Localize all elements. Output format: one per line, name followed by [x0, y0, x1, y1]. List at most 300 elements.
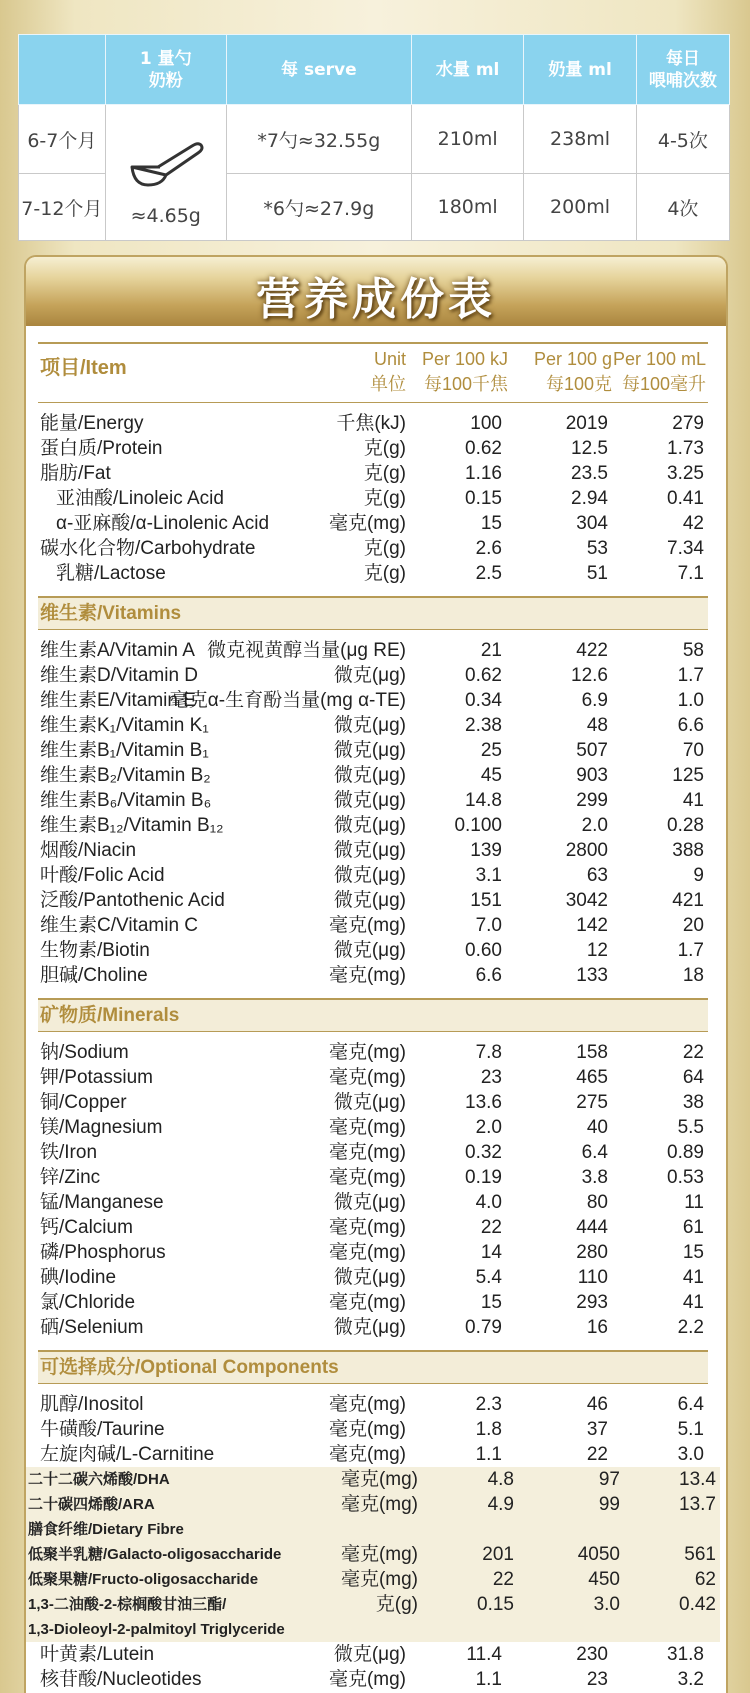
nutrient-row	[38, 1315, 708, 1340]
nutrient-name: 亚油酸/Linoleic Acid	[56, 488, 224, 509]
value-per-100g: 2019	[565, 413, 608, 434]
feeding-header-row	[19, 35, 730, 105]
nutrient-row	[38, 863, 708, 888]
value-per-100kj: 0.62	[465, 665, 502, 686]
nutrient-row	[38, 1392, 708, 1417]
value-per-100kj: 22	[480, 1217, 502, 1238]
nutrient-name: 能量/Energy	[40, 413, 144, 434]
value-per-100ml: 9	[693, 865, 704, 886]
scoop-cell	[105, 105, 226, 241]
nutrient-name: 核苷酸/Nucleotides	[40, 1669, 202, 1690]
value-per-100kj: 6.6	[475, 965, 502, 986]
header-water: 水量 ml	[411, 35, 523, 105]
value-per-100g: 16	[586, 1317, 608, 1338]
nutrient-name: 氯/Chloride	[40, 1292, 136, 1313]
nutrient-row	[38, 1115, 708, 1140]
feeding-times: 4-5次	[636, 105, 729, 174]
value-per-100g: 507	[576, 740, 608, 761]
nutrient-unit: 毫克(mg)	[340, 1569, 418, 1590]
value-per-100kj: 14.8	[465, 790, 502, 811]
nutrition-header	[38, 344, 708, 402]
value-per-100kj: 45	[480, 765, 502, 786]
nutrient-name: 铜/Copper	[40, 1092, 127, 1113]
nutrient-row	[38, 511, 708, 536]
value-per-100kj: 25	[480, 740, 502, 761]
value-per-100kj: 7.8	[475, 1042, 502, 1063]
value-per-100ml: 7.34	[667, 538, 704, 559]
value-per-100g: 37	[586, 1419, 608, 1440]
value-per-100kj: 1.8	[475, 1419, 502, 1440]
value-per-100ml: 3.2	[677, 1669, 704, 1690]
header-age	[19, 35, 106, 105]
value-per-100kj: 0.34	[465, 690, 502, 711]
value-per-100kj: 139	[470, 840, 502, 861]
nutrient-unit: 微克(μg)	[333, 1317, 406, 1338]
value-per-100kj: 13.6	[465, 1092, 502, 1113]
value-per-100kj: 2.0	[475, 1117, 502, 1138]
nutrient-name: 乳糖/Lactose	[56, 563, 166, 584]
nutrient-row	[26, 1567, 720, 1592]
nutrient-name: 维生素E/Vitamin E	[40, 690, 196, 711]
nutrient-row	[26, 1517, 720, 1542]
nutrition-panel	[24, 255, 728, 1693]
nutrient-name: 铁/Iron	[40, 1142, 98, 1163]
nutrient-unit: 千焦(kJ)	[336, 413, 406, 434]
nutrient-row	[26, 1617, 720, 1642]
nutrient-row	[38, 638, 708, 663]
feeding-table	[18, 34, 730, 241]
value-per-100g: 110	[577, 1267, 608, 1288]
header-milk: 奶量 ml	[524, 35, 636, 105]
nutrient-name: 肌醇/Inositol	[40, 1394, 144, 1415]
value-per-100g: 293	[576, 1292, 608, 1313]
nutrient-unit: 微克(μg)	[333, 1192, 406, 1213]
value-per-100g: 12	[586, 940, 608, 961]
nutrient-row	[38, 663, 708, 688]
nutrient-unit: 毫克(mg)	[328, 513, 406, 534]
nutrient-name: 牛磺酸/Taurine	[40, 1419, 165, 1440]
nutrient-unit: 毫克(mg)	[328, 1444, 406, 1465]
header-times: 每日 喂哺次数	[636, 35, 729, 105]
nutrient-name: α-亚麻酸/α-Linolenic Acid	[56, 513, 270, 534]
value-per-100ml: 0.41	[667, 488, 704, 509]
value-per-100kj: 5.4	[475, 1267, 502, 1288]
value-per-100ml: 7.1	[677, 563, 704, 584]
value-per-100g: 99	[598, 1494, 620, 1515]
value-per-100kj: 3.1	[475, 865, 502, 886]
nutrient-unit: 毫克(mg)	[340, 1494, 418, 1515]
value-per-100g: 142	[576, 915, 608, 936]
value-per-100ml: 41	[682, 1292, 704, 1313]
nutrient-unit: 毫克(mg)	[328, 915, 406, 936]
value-per-100g: 12.5	[571, 438, 608, 459]
value-per-100ml: 5.5	[677, 1117, 704, 1138]
nutrient-unit: 毫克(mg)	[328, 1419, 406, 1440]
nutrient-row	[38, 536, 708, 561]
value-per-100ml: 6.6	[677, 715, 704, 736]
nutrient-unit: 毫克(mg)	[328, 1067, 406, 1088]
value-per-100ml: 58	[682, 640, 704, 661]
nutrient-name: 烟酸/Niacin	[40, 840, 137, 861]
nutrient-row	[38, 561, 708, 586]
value-per-100g: 53	[586, 538, 608, 559]
nutrient-name: 1,3-二油酸-2-棕榈酸甘油三酯/	[28, 1596, 227, 1613]
value-per-100kj: 7.0	[475, 915, 502, 936]
value-per-100ml: 0.42	[679, 1594, 716, 1615]
nutrient-row	[38, 713, 708, 738]
nutrient-row	[26, 1592, 720, 1617]
value-per-100kj: 4.8	[487, 1469, 514, 1490]
nutrient-row	[38, 1065, 708, 1090]
nutrient-name: 胆碱/Choline	[40, 965, 148, 986]
value-per-100g: 3.0	[593, 1594, 620, 1615]
value-per-100kj: 11.4	[466, 1644, 502, 1665]
nutrient-name: 钙/Calcium	[40, 1217, 133, 1238]
nutrient-row	[38, 838, 708, 863]
value-per-100ml: 125	[672, 765, 704, 786]
value-per-100kj: 0.79	[465, 1317, 502, 1338]
value-per-100ml: 22	[682, 1042, 704, 1063]
feeding-milk: 200ml	[524, 174, 636, 241]
nutrient-row	[38, 888, 708, 913]
nutrition-title: 营养成份表	[256, 274, 496, 325]
value-per-100ml: 6.4	[677, 1394, 704, 1415]
header-unit: Unit 单位	[370, 349, 406, 394]
value-per-100g: 23	[586, 1669, 608, 1690]
nutrient-name: 锰/Manganese	[40, 1192, 164, 1213]
value-per-100kj: 15	[480, 1292, 502, 1313]
nutrient-unit: 毫克(mg)	[328, 1669, 406, 1690]
feeding-serve: *6勺≈27.9g	[226, 174, 411, 241]
scoop-icon	[126, 141, 206, 197]
value-per-100ml: 61	[682, 1217, 704, 1238]
nutrient-row	[38, 436, 708, 461]
nutrient-unit: 毫克(mg)	[328, 1167, 406, 1188]
nutrient-row	[38, 1442, 708, 1467]
value-per-100ml: 388	[672, 840, 704, 861]
value-per-100kj: 0.15	[477, 1594, 514, 1615]
value-per-100g: 80	[586, 1192, 608, 1213]
value-per-100ml: 561	[684, 1544, 716, 1565]
value-per-100kj: 151	[470, 890, 502, 911]
nutrient-unit: 毫克(mg)	[340, 1544, 418, 1565]
header-item: 项目/Item	[40, 357, 127, 379]
nutrient-name: 维生素A/Vitamin A	[40, 640, 195, 661]
value-per-100g: 158	[576, 1042, 608, 1063]
value-per-100kj: 14	[480, 1242, 502, 1263]
value-per-100g: 299	[576, 790, 608, 811]
value-per-100g: 6.4	[581, 1142, 608, 1163]
optional-list	[28, 1392, 716, 1692]
nutrient-unit: 毫克(mg)	[340, 1469, 418, 1490]
value-per-100g: 275	[576, 1092, 608, 1113]
nutrition-table	[28, 342, 716, 1692]
nutrient-name: 钠/Sodium	[40, 1042, 129, 1063]
value-per-100ml: 5.1	[677, 1419, 704, 1440]
value-per-100ml: 41	[682, 1267, 704, 1288]
value-per-100ml: 421	[672, 890, 704, 911]
value-per-100g: 63	[586, 865, 608, 886]
value-per-100g: 444	[576, 1217, 608, 1238]
nutrient-unit: 克(g)	[363, 538, 406, 559]
value-per-100ml: 1.7	[677, 940, 704, 961]
nutrient-unit: 毫克(mg)	[328, 1394, 406, 1415]
nutrient-row	[38, 1215, 708, 1240]
value-per-100ml: 41	[682, 790, 704, 811]
value-per-100kj: 0.32	[465, 1142, 502, 1163]
nutrient-unit: 克(g)	[363, 463, 406, 484]
value-per-100ml: 64	[682, 1067, 704, 1088]
nutrient-unit: 微克(μg)	[333, 1267, 406, 1288]
nutrient-row	[26, 1492, 720, 1517]
nutrient-row	[38, 738, 708, 763]
value-per-100ml: 42	[682, 513, 704, 534]
value-per-100ml: 70	[682, 740, 704, 761]
nutrient-name: 镁/Magnesium	[40, 1117, 163, 1138]
value-per-100ml: 15	[682, 1242, 704, 1263]
nutrient-name: 二十碳四烯酸/ARA	[28, 1496, 155, 1513]
value-per-100g: 3.8	[581, 1167, 608, 1188]
value-per-100ml: 20	[682, 915, 704, 936]
nutrient-row	[26, 1542, 720, 1567]
vitamins-list	[38, 638, 708, 988]
nutrient-row	[38, 1290, 708, 1315]
value-per-100ml: 0.89	[667, 1142, 704, 1163]
value-per-100g: 97	[598, 1469, 620, 1490]
value-per-100ml: 18	[682, 965, 704, 986]
value-per-100g: 230	[576, 1644, 608, 1665]
nutrient-name: 生物素/Biotin	[40, 940, 150, 961]
nutrient-unit: 克(g)	[363, 488, 406, 509]
value-per-100kj: 1.1	[475, 1669, 502, 1690]
nutrient-name: 维生素B₆/Vitamin B₆	[40, 790, 212, 811]
value-per-100ml: 3.25	[667, 463, 704, 484]
nutrient-row	[38, 1240, 708, 1265]
header-scoop-label: 1 量勺 奶粉	[139, 48, 192, 91]
nutrient-name: 磷/Phosphorus	[40, 1242, 166, 1263]
nutrient-row	[38, 813, 708, 838]
nutrient-name: 碘/Iodine	[40, 1267, 117, 1288]
nutrient-name: 叶黄素/Lutein	[40, 1644, 155, 1665]
value-per-100kj: 22	[492, 1569, 514, 1590]
nutrient-row	[38, 1165, 708, 1190]
nutrient-unit: 毫克(mg)	[328, 1117, 406, 1138]
value-per-100ml: 0.53	[667, 1167, 704, 1188]
value-per-100ml: 31.8	[667, 1644, 704, 1665]
header-scoop	[105, 35, 226, 105]
value-per-100g: 2800	[565, 840, 608, 861]
value-per-100g: 23.5	[571, 463, 608, 484]
value-per-100ml: 62	[694, 1569, 716, 1590]
nutrient-row	[38, 913, 708, 938]
value-per-100ml: 38	[682, 1092, 704, 1113]
value-per-100ml: 2.2	[677, 1317, 704, 1338]
nutrient-row	[38, 963, 708, 988]
value-per-100ml: 1.73	[667, 438, 704, 459]
value-per-100g: 6.9	[581, 690, 608, 711]
nutrient-row	[38, 1140, 708, 1165]
nutrient-unit: 微克(μg)	[333, 865, 406, 886]
value-per-100kj: 2.3	[475, 1394, 502, 1415]
value-per-100kj: 21	[480, 640, 502, 661]
value-per-100kj: 201	[482, 1544, 514, 1565]
value-per-100kj: 0.100	[454, 815, 502, 836]
feeding-age: 6-7个月	[19, 105, 106, 174]
header-per-ml: Per 100 mL 每100毫升	[612, 349, 706, 394]
nutrient-unit: 微克(μg)	[333, 790, 406, 811]
nutrient-unit: 毫克(mg)	[328, 1217, 406, 1238]
nutrient-row	[38, 486, 708, 511]
minerals-list	[38, 1040, 708, 1340]
nutrient-name: 叶酸/Folic Acid	[40, 865, 165, 886]
value-per-100kj: 0.15	[465, 488, 502, 509]
nutrient-row	[38, 1642, 708, 1667]
header-per-g: Per 100 g 每100克	[533, 349, 612, 394]
vitamins-heading: 维生素/Vitamins	[38, 596, 708, 630]
nutrient-unit: 毫克(mg)	[328, 1292, 406, 1313]
value-per-100g: 422	[576, 640, 608, 661]
nutrient-unit: 微克(μg)	[333, 1644, 406, 1665]
nutrient-row	[38, 763, 708, 788]
value-per-100g: 22	[586, 1444, 608, 1465]
value-per-100g: 2.94	[571, 488, 608, 509]
value-per-100g: 450	[588, 1569, 620, 1590]
nutrient-row	[38, 1090, 708, 1115]
nutrient-unit: 毫克(mg)	[328, 1142, 406, 1163]
nutrient-name: 维生素B₂/Vitamin B₂	[40, 765, 211, 786]
nutrient-name: 左旋肉碱/L-Carnitine	[40, 1444, 215, 1465]
value-per-100g: 304	[576, 513, 608, 534]
nutrient-row	[38, 411, 708, 436]
value-per-100kj: 2.38	[465, 715, 502, 736]
nutrition-banner	[26, 257, 726, 326]
nutrient-unit: 克(g)	[363, 438, 406, 459]
value-per-100ml: 13.4	[679, 1469, 716, 1490]
value-per-100g: 12.6	[571, 665, 608, 686]
value-per-100kj: 0.62	[465, 438, 502, 459]
value-per-100kj: 23	[480, 1067, 502, 1088]
value-per-100ml: 11	[684, 1192, 704, 1213]
nutrient-name: 蛋白质/Protein	[40, 438, 163, 459]
nutrient-row	[38, 461, 708, 486]
nutrient-unit: 克(g)	[375, 1594, 418, 1615]
nutrient-unit: 微克(μg)	[333, 765, 406, 786]
nutrient-unit: 毫克(mg)	[328, 1042, 406, 1063]
value-per-100ml: 3.0	[677, 1444, 704, 1465]
nutrient-row	[38, 1667, 708, 1692]
nutrient-name: 硒/Selenium	[40, 1317, 144, 1338]
nutrient-name: 维生素B₁/Vitamin B₁	[40, 740, 209, 761]
feeding-times: 4次	[636, 174, 729, 241]
value-per-100kj: 1.1	[475, 1444, 502, 1465]
nutrient-unit: 微克(μg)	[333, 1092, 406, 1113]
value-per-100kj: 1.16	[465, 463, 502, 484]
optional-heading: 可选择成分/Optional Components	[38, 1350, 708, 1384]
basic-nutrients	[38, 411, 708, 586]
value-per-100g: 51	[586, 563, 608, 584]
nutrient-name: 维生素B₁₂/Vitamin B₁₂	[40, 815, 224, 836]
nutrient-name: 膳食纤维/Dietary Fibre	[28, 1521, 184, 1538]
value-per-100g: 2.0	[581, 815, 608, 836]
header-serve: 每 serve	[226, 35, 411, 105]
nutrient-name: 二十二碳六烯酸/DHA	[28, 1471, 170, 1488]
nutrient-unit: 微克(μg)	[333, 715, 406, 736]
nutrient-name: 低聚果糖/Fructo-oligosaccharide	[28, 1571, 259, 1588]
value-per-100ml: 1.0	[677, 690, 704, 711]
feeding-row	[19, 105, 730, 174]
nutrient-row	[38, 1040, 708, 1065]
nutrient-name: 脂肪/Fat	[40, 463, 111, 484]
nutrient-unit: 微克(μg)	[333, 940, 406, 961]
value-per-100ml: 1.7	[677, 665, 704, 686]
feeding-water: 210ml	[411, 105, 523, 174]
nutrient-name: 钾/Potassium	[40, 1067, 153, 1088]
feeding-milk: 238ml	[524, 105, 636, 174]
scoop-weight: ≈4.65g	[130, 204, 201, 227]
value-per-100kj: 0.60	[465, 940, 502, 961]
value-per-100kj: 2.6	[475, 538, 502, 559]
value-per-100g: 280	[576, 1242, 608, 1263]
value-per-100g: 903	[576, 765, 608, 786]
nutrient-name: 维生素C/Vitamin C	[40, 915, 199, 936]
value-per-100ml: 13.7	[679, 1494, 716, 1515]
nutrient-name: 维生素K₁/Vitamin K₁	[40, 715, 209, 736]
nutrient-unit: 克(g)	[363, 563, 406, 584]
nutrient-unit: 微克(μg)	[333, 890, 406, 911]
nutrient-name: 1,3-Dioleoyl-2-palmitoyl Triglyceride	[28, 1621, 285, 1638]
value-per-100g: 40	[586, 1117, 608, 1138]
value-per-100kj: 4.9	[487, 1494, 514, 1515]
value-per-100g: 46	[586, 1394, 608, 1415]
value-per-100kj: 0.19	[465, 1167, 502, 1188]
value-per-100g: 48	[586, 715, 608, 736]
nutrient-row	[38, 938, 708, 963]
nutrient-row	[26, 1467, 720, 1492]
feeding-water: 180ml	[411, 174, 523, 241]
nutrient-row	[38, 788, 708, 813]
value-per-100ml: 279	[672, 413, 704, 434]
nutrient-name: 泛酸/Pantothenic Acid	[40, 890, 225, 911]
value-per-100g: 465	[576, 1067, 608, 1088]
value-per-100g: 4050	[577, 1544, 620, 1565]
nutrient-unit: 微克(μg)	[333, 740, 406, 761]
minerals-heading: 矿物质/Minerals	[38, 998, 708, 1032]
nutrient-row	[38, 688, 708, 713]
nutrient-unit: 微克(μg)	[333, 840, 406, 861]
value-per-100kj: 4.0	[475, 1192, 502, 1213]
nutrient-row	[38, 1190, 708, 1215]
nutrient-unit: 微克视黄醇当量(μg RE)	[207, 640, 406, 661]
nutrient-row	[38, 1417, 708, 1442]
value-per-100g: 133	[576, 965, 608, 986]
value-per-100kj: 100	[470, 413, 502, 434]
nutrient-name: 维生素D/Vitamin D	[40, 665, 199, 686]
value-per-100kj: 2.5	[475, 563, 502, 584]
feeding-age: 7-12个月	[19, 174, 106, 241]
nutrient-row	[38, 1265, 708, 1290]
nutrient-unit: 微克(μg)	[333, 665, 406, 686]
feeding-serve: *7勺≈32.55g	[226, 105, 411, 174]
nutrient-unit: 毫克(mg)	[328, 965, 406, 986]
header-per-kj: Per 100 kJ 每100千焦	[421, 349, 508, 394]
nutrient-name: 低聚半乳糖/Galacto-oligosaccharide	[28, 1546, 282, 1563]
nutrient-unit: 微克(μg)	[333, 815, 406, 836]
nutrient-name: 锌/Zinc	[40, 1167, 101, 1188]
nutrient-unit: 毫克α-生育酚当量(mg α-TE)	[169, 690, 406, 711]
nutrient-unit: 毫克(mg)	[328, 1242, 406, 1263]
nutrient-name: 碳水化合物/Carbohydrate	[40, 538, 256, 559]
value-per-100g: 3042	[565, 890, 608, 911]
